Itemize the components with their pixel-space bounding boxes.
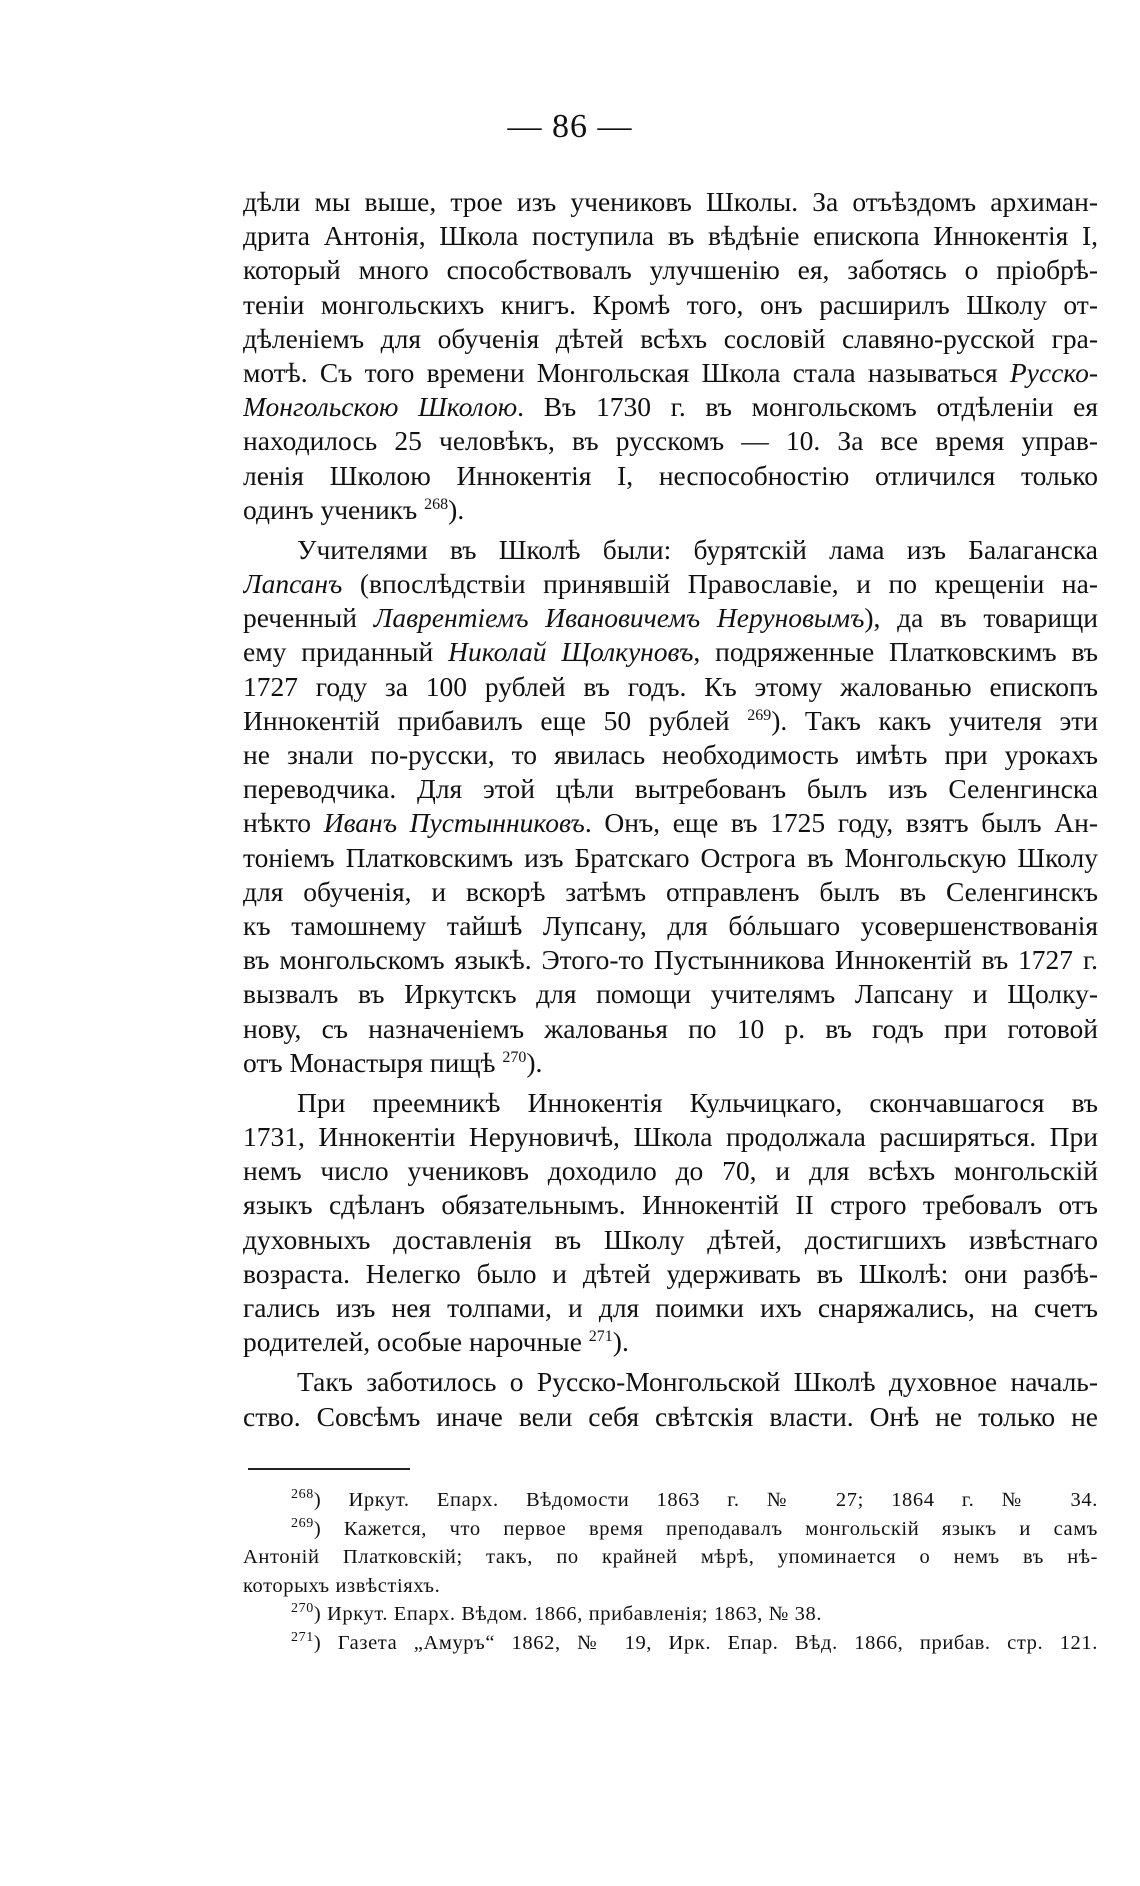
- text-fragment: Иннокентій прибавилъ еще 50 рублей: [243, 704, 730, 736]
- text-line: не знали по-русски, то явилась необходимость имѣть при урокахъ: [243, 739, 1098, 770]
- footnote-text: ) Иркут. Епарх. Вѣдом. 1866, прибавленія; 1863, № 38.: [313, 1603, 823, 1626]
- text-line: [243, 1325, 1098, 1359]
- footnotes: [243, 1486, 1098, 1658]
- text-fragment: одинъ ученикъ: [243, 493, 418, 525]
- footnote-ref: 269: [747, 706, 772, 724]
- text-fragment: реченный: [243, 602, 374, 634]
- text-line: находилось 25 человѣкъ, въ русскомъ — 10. За все время управ-: [243, 425, 1098, 457]
- text-line: дѣли мы выше, трое изъ учениковъ Школы. За отъѣздомъ архиман-: [243, 186, 1098, 217]
- text-line: Учителями въ Школѣ были: бурятскій лама изъ Балаганска: [297, 533, 1098, 565]
- text-fragment: ).: [526, 1046, 543, 1078]
- italic-term: Николай Щолкуновъ: [448, 636, 694, 668]
- italic-term: Иванъ Пустынниковъ: [323, 807, 585, 839]
- text-line: [243, 635, 1098, 669]
- text-fragment: (впослѣдствіи принявшій Православіе, и по крещеніи на-: [342, 568, 1098, 600]
- text-line: духовныхъ доставленія въ Школу дѣтей, достигшихъ извѣстнаго: [243, 1223, 1098, 1255]
- italic-term: Лаврентіемъ Ивановичемъ Неруновымъ: [373, 602, 865, 634]
- text-line: языкъ сдѣланъ обязательнымъ. Иннокентій II строго требовалъ отъ: [243, 1189, 1098, 1221]
- footnote: [243, 1600, 1098, 1629]
- footnote-text: ) Кажется, что первое время преподавалъ монгольскій языкъ и самъ: [313, 1517, 1098, 1540]
- footnote-number: 270: [291, 1601, 314, 1617]
- text-line: вызвалъ въ Иркутскъ для помощи учителямъ Лапсану и Щолку-: [243, 978, 1098, 1010]
- text-line: Такъ заботилось о Русско-Монгольской Школѣ духовное началь-: [297, 1366, 1098, 1398]
- text-line: [243, 390, 1098, 424]
- page-number: — 86 —: [507, 108, 633, 145]
- text-line: переводчика. Для этой цѣли вытребованъ былъ изъ Селенгинска: [243, 773, 1098, 805]
- text-fragment: . Такъ какъ учителя эти: [780, 704, 1098, 736]
- italic-term: Монгольскою Школою: [243, 391, 518, 423]
- text-line: [243, 493, 1098, 527]
- text-line: [243, 1046, 1098, 1080]
- text-line: 1727 году за 100 рублей въ годъ. Къ этому жалованью епископъ: [243, 670, 1098, 702]
- text-fragment: родителей, особые нарочные: [243, 1326, 582, 1358]
- text-fragment: . Онъ, еще въ 1725 году, взятъ былъ Ан-: [584, 807, 1098, 839]
- text-line: дрита Антонія, Школа поступила въ вѣдѣніе епископа Иннокентія I,: [243, 220, 1098, 252]
- text-fragment: ).: [448, 493, 465, 525]
- body-text: [243, 185, 1098, 1434]
- text-fragment: , подряженные Платковскимъ въ: [693, 636, 1098, 668]
- text-fragment: . Въ 1730 г. въ монгольскомъ отдѣленіи ея: [517, 391, 1098, 423]
- text-line: При преемникѣ Иннокентія Кульчицкаго, скончавшагося въ: [297, 1086, 1098, 1118]
- text-line: ленія Школою Иннокентія I, неспособностію отличился только: [243, 459, 1098, 491]
- text-line: возраста. Нелегко было и дѣтей удерживать въ Школѣ: они разбѣ-: [243, 1257, 1098, 1289]
- italic-term: Русско-: [1009, 356, 1098, 388]
- text-line: [243, 704, 1098, 738]
- text-line: ство. Совсѣмъ иначе вели себя свѣтскія власти. Онѣ не только не: [243, 1400, 1098, 1432]
- footnote: [243, 1629, 1098, 1658]
- footnote-text: ) Газета „Амуръ“ 1862, № 19, Ирк. Епар. Вѣд. 1866, прибав. стр. 121.: [313, 1631, 1098, 1654]
- text-fragment: отъ Монастыря пищѣ: [243, 1046, 496, 1078]
- footnote-continuation: Антоній Платковскій; такъ, по крайней мѣрѣ, упоминается о немъ въ нѣ-: [243, 1546, 1098, 1569]
- footnote-number: 268: [291, 1487, 314, 1502]
- text-line: [243, 356, 1098, 390]
- footnote: [243, 1515, 1098, 1544]
- footnote-ref: 271: [588, 1328, 613, 1346]
- footnote-number: 269: [291, 1515, 314, 1531]
- footnote-ref: 270: [502, 1048, 527, 1066]
- text-line: къ тамошнему тайшѣ Лупсану, для бóльшаго усовершенствованія: [243, 909, 1098, 941]
- footnote: [243, 1486, 1098, 1515]
- footnote-continuation: которыхъ извѣстіяхъ.: [243, 1574, 441, 1597]
- text-line: [243, 601, 1098, 635]
- text-line: нову, съ назначеніемъ жалованья по 10 р. въ годъ при готовой: [243, 1012, 1098, 1044]
- text-fragment: ), да въ товарищи: [864, 602, 1098, 634]
- text-fragment: мотѣ. Съ того времени Монгольская Школа стала называться: [243, 356, 1010, 388]
- text-line: въ монгольскомъ языкѣ. Этого-то Пустынникова Иннокентій въ 1727 г.: [243, 944, 1098, 976]
- text-fragment: нѣкто: [243, 807, 324, 839]
- text-fragment: ).: [612, 1326, 629, 1358]
- text-line: для обученія, и вскорѣ затѣмъ отправленъ былъ въ Селенгинскъ: [243, 875, 1098, 907]
- footnote-divider: [248, 1468, 410, 1470]
- text-fragment: ему приданный: [243, 636, 449, 668]
- text-line: который много способствовалъ улучшенію ея, заботясь о пріобрѣ-: [243, 254, 1098, 286]
- text-line: гались изъ нея толпами, и для поимки ихъ снаряжались, на счетъ: [243, 1292, 1098, 1323]
- text-line: теніи монгольскихъ книгъ. Кромѣ того, онъ расширилъ Школу от-: [243, 288, 1098, 320]
- footnote-text: ) Иркут. Епарх. Вѣдомости 1863 г. № 27; 1864 г. № 34.: [313, 1489, 1098, 1511]
- text-line: [243, 806, 1098, 840]
- text-line: дѣленіемъ для обученія дѣтей всѣхъ сословій славяно-русской гра-: [243, 322, 1098, 354]
- text-line: немъ число учениковъ доходило до 70, и для всѣхъ монгольскій: [243, 1155, 1098, 1187]
- text-fragment: ): [771, 704, 781, 736]
- italic-term: Лапсанъ: [243, 568, 343, 600]
- footnote-ref: 268: [424, 495, 449, 513]
- text-line: [243, 567, 1098, 601]
- footnote-number: 271: [291, 1629, 314, 1645]
- text-line: 1731, Иннокентіи Неруновичѣ, Школа продолжала расширяться. При: [243, 1121, 1098, 1153]
- text-line: тоніемъ Платковскимъ изъ Братскаго Острога въ Монгольскую Школу: [243, 841, 1098, 873]
